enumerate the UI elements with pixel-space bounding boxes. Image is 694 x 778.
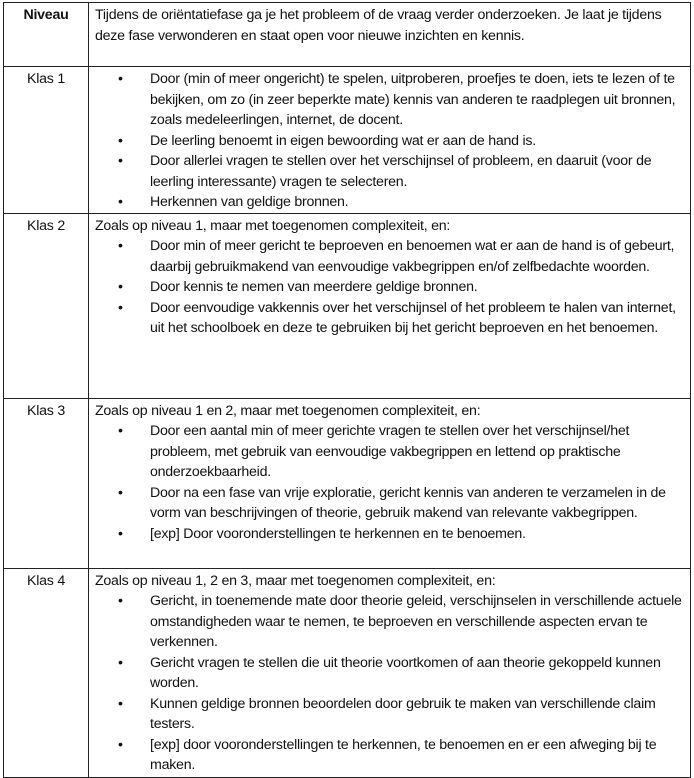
table-row bbox=[4, 213, 691, 398]
level-content bbox=[89, 568, 691, 777]
bullet-icon: • bbox=[118, 194, 123, 210]
bullet-icon: • bbox=[118, 525, 123, 542]
bullet-icon: • bbox=[118, 153, 123, 169]
item-text: Door eenvoudige vakkennis over het verschijnsel of het probleem te halen van internet, uit het schoolboek en deze te gebruiken bij het gericht beproeven en het benoemen. bbox=[150, 299, 676, 336]
list-item bbox=[118, 591, 684, 653]
list-item bbox=[118, 69, 684, 131]
bullet-icon: • bbox=[118, 279, 123, 295]
list-item bbox=[118, 653, 684, 694]
item-text: Door kennis te nemen van meerdere geldige bronnen. bbox=[150, 279, 478, 295]
list-item bbox=[118, 236, 684, 277]
intro-text: Zoals op niveau 1, maar met toegenomen complexiteit, en: bbox=[95, 217, 451, 234]
item-text: Door (min of meer ongericht) te spelen, uitproberen, proefjes te doen, iets te lezen of te bekijken, om zo (in zeer beperkte mate) kennis van anderen te raadplegen uit bronnen, zoals medeleerlingen, internet, de docent. bbox=[150, 71, 676, 128]
bullet-icon: • bbox=[118, 654, 123, 671]
bullet-icon: • bbox=[118, 736, 123, 753]
item-text: Door na een fase van vrije exploratie, gericht kennis van anderen te verzamelen in de vorm van beschrijvingen of theorie, gebruik makend van relevante vakbegrippen. bbox=[150, 484, 666, 521]
level-label: Klas 4 bbox=[4, 568, 89, 777]
level-content bbox=[89, 67, 691, 214]
item-text: Herkennen van geldige bronnen. bbox=[150, 194, 349, 210]
list-item bbox=[118, 192, 684, 213]
item-text: [exp] Door vooronderstellingen te herkennen en te benoemen. bbox=[150, 525, 526, 542]
list-item bbox=[118, 277, 684, 298]
level-content bbox=[89, 213, 691, 398]
list-item bbox=[118, 483, 684, 524]
table-row bbox=[4, 568, 691, 777]
list-item bbox=[118, 298, 684, 339]
item-text: Door een aantal min of meer gerichte vragen te stellen over het verschijnsel/het probleem, met gebruik van eenvoudige vakbegrippen en lettend op praktische onderzoekbaarheid. bbox=[150, 423, 630, 480]
list-item bbox=[118, 735, 684, 776]
bullet-icon: • bbox=[118, 423, 123, 439]
list-item bbox=[118, 421, 684, 483]
intro-text: Zoals op niveau 1, 2 en 3, maar met toegenomen complexiteit, en: bbox=[95, 572, 496, 589]
list-item bbox=[118, 151, 684, 192]
bullet-icon: • bbox=[118, 132, 123, 149]
item-text: Door allerlei vragen te stellen over het verschijnsel of probleem, en daaruit (voor de leerling interessante) vragen te selecteren. bbox=[150, 153, 652, 190]
intro-text: Zoals op niveau 1 en 2, maar met toegenomen complexiteit, en: bbox=[95, 402, 481, 419]
item-text: Gericht vragen te stellen die uit theorie voortkomen of aan theorie gekoppeld kunnen worden. bbox=[150, 654, 661, 691]
bullet-list bbox=[95, 421, 684, 544]
level-content bbox=[89, 398, 691, 568]
bullet-icon: • bbox=[118, 695, 123, 712]
phase-description: Tijdens de oriëntatiefase ga je het probleem of de vraag verder onderzoeken. Je laat je tijdens deze fase verwonderen en staat open voor nieuwe inzichten en kennis. bbox=[89, 3, 691, 67]
item-text: Door min of meer gericht te beproeven en benoemen wat er aan de hand is of gebeurt, daarbij gebruikmakend van eenvoudige vakbegrippen en/of zelfbedachte woorden. bbox=[150, 238, 675, 275]
header-row bbox=[4, 3, 691, 67]
level-label: Klas 3 bbox=[4, 398, 89, 568]
orientation-phase-table bbox=[3, 2, 691, 778]
level-label: Klas 2 bbox=[4, 213, 89, 398]
item-text: [exp] door vooronderstellingen te herkennen, te benoemen en er een afweging bij te maken. bbox=[150, 736, 657, 773]
list-item bbox=[118, 131, 684, 152]
level-label: Klas 1 bbox=[4, 67, 89, 214]
bullet-list bbox=[95, 69, 684, 213]
item-text: De leerling benoemt in eigen bewoording wat er aan de hand is. bbox=[150, 132, 536, 149]
item-text: Kunnen geldige bronnen beoordelen door gebruik te maken van verschillende claim testers. bbox=[150, 695, 656, 732]
level-header: Niveau bbox=[4, 3, 89, 67]
bullet-list bbox=[95, 591, 684, 776]
list-item bbox=[118, 524, 684, 545]
bullet-icon: • bbox=[118, 238, 123, 254]
list-item bbox=[118, 694, 684, 735]
item-text: Gericht, in toenemende mate door theorie geleid, verschijnselen in verschillende actuele omstandigheden waar te nemen, te beproeven en verschillende aspecten ervan te verkennen. bbox=[150, 593, 682, 650]
bullet-icon: • bbox=[118, 71, 123, 87]
table-row bbox=[4, 67, 691, 214]
bullet-icon: • bbox=[118, 593, 123, 609]
table-row bbox=[4, 398, 691, 568]
bullet-list bbox=[95, 236, 684, 339]
bullet-icon: • bbox=[118, 484, 123, 501]
bullet-icon: • bbox=[118, 299, 123, 316]
